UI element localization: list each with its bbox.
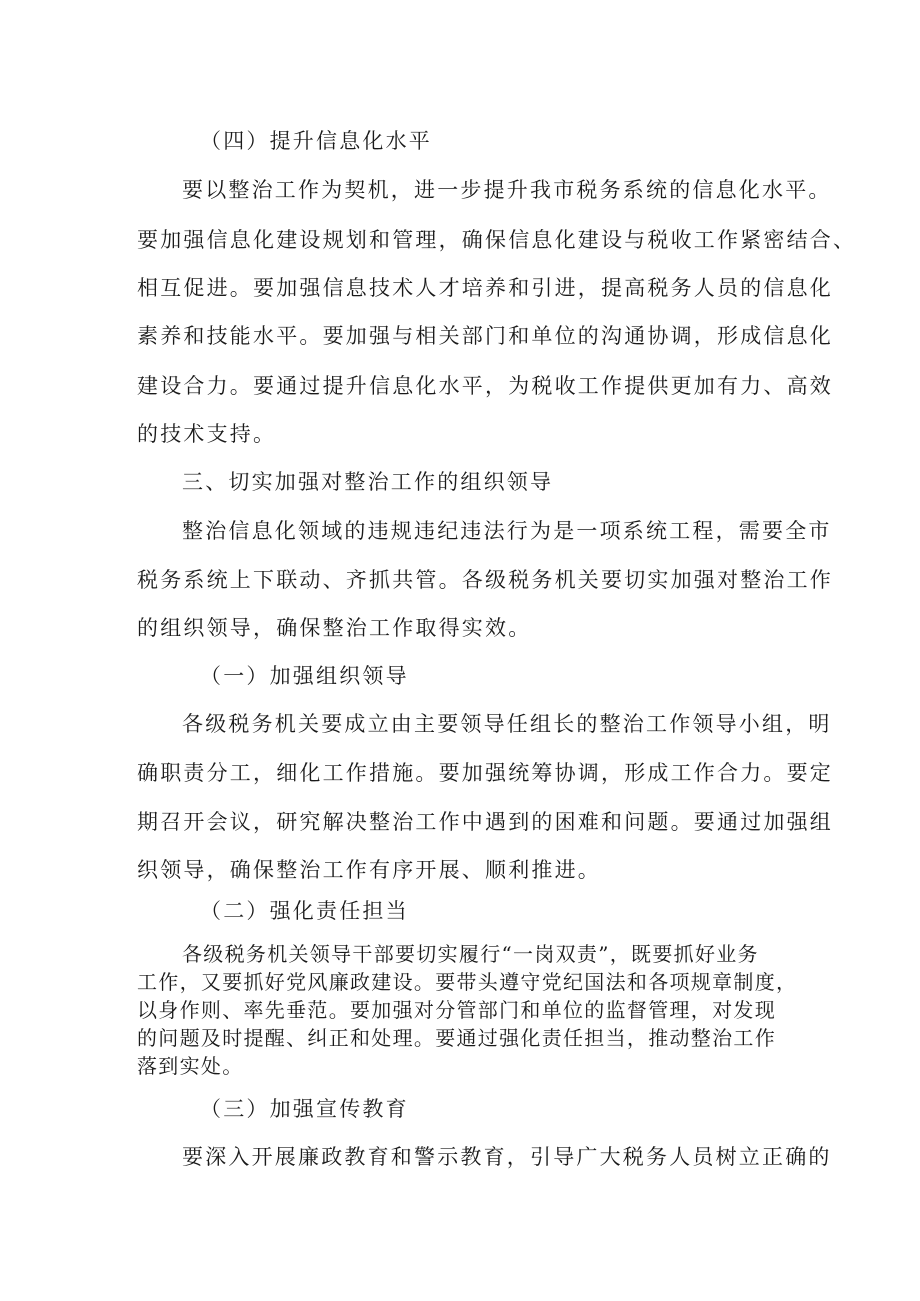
paragraph-line: 要以整治工作为契机，进一步提升我市税务系统的信息化水平。 [182, 178, 832, 202]
paragraph-line: 确职责分工，细化工作措施。要加强统筹协调，形成工作合力。要定 [137, 761, 833, 785]
section-4-heading: （四）提升信息化水平 [200, 129, 432, 153]
sub-3-heading: （三）加强宣传教育 [200, 1097, 409, 1121]
paragraph-line: 各级税务机关要成立由主要领导任组长的整治工作领导小组，明 [182, 712, 832, 736]
sub-2-heading: （二）强化责任担当 [200, 899, 409, 923]
paragraph-line: 建设合力。要通过提升信息化水平，为税收工作提供更加有力、高效 [137, 374, 833, 398]
paragraph-line: 工作，又要抓好党风廉政建设。要带头遵守党纪国法和各项规章制度， [137, 970, 798, 994]
paragraph-line: 相互促进。要加强信息技术人才培养和引进，提高税务人员的信息化 [137, 276, 833, 300]
paragraph-line: 期召开会议，研究解决整治工作中遇到的困难和问题。要通过加强组 [137, 810, 833, 834]
paragraph-line: 整治信息化领域的违规违纪违法行为是一项系统工程，需要全市 [182, 519, 832, 543]
paragraph-line: 的问题及时提醒、纠正和处理。要通过强化责任担当，推动整治工作 [137, 1026, 776, 1050]
paragraph-line: 素养和技能水平。要加强与相关部门和单位的沟通协调，形成信息化 [137, 324, 833, 348]
paragraph-line: 税务系统上下联动、齐抓共管。各级税务机关要切实加强对整治工作 [137, 568, 833, 592]
sub-1-heading: （一）加强组织领导 [200, 664, 409, 688]
part-3-heading: 三、切实加强对整治工作的组织领导 [182, 470, 554, 494]
paragraph-line: 落到实处。 [137, 1054, 244, 1078]
paragraph-line: 织领导，确保整治工作有序开展、顺利推进。 [137, 858, 601, 882]
paragraph-line: 要加强信息化建设规划和管理，确保信息化建设与税收工作紧密结合、 [137, 228, 857, 252]
paragraph-line: 的组织领导，确保整治工作取得实效。 [137, 616, 532, 640]
paragraph-line: 的技术支持。 [137, 422, 277, 446]
paragraph-line: 以身作则、率先垂范。要加强对分管部门和单位的监督管理，对发现 [137, 998, 776, 1022]
paragraph-line: 要深入开展廉政教育和警示教育，引导广大税务人员树立正确的 [182, 1145, 832, 1169]
paragraph-line: 各级税务机关领导干部要切实履行“一岗双责”，既要抓好业务 [182, 942, 759, 966]
